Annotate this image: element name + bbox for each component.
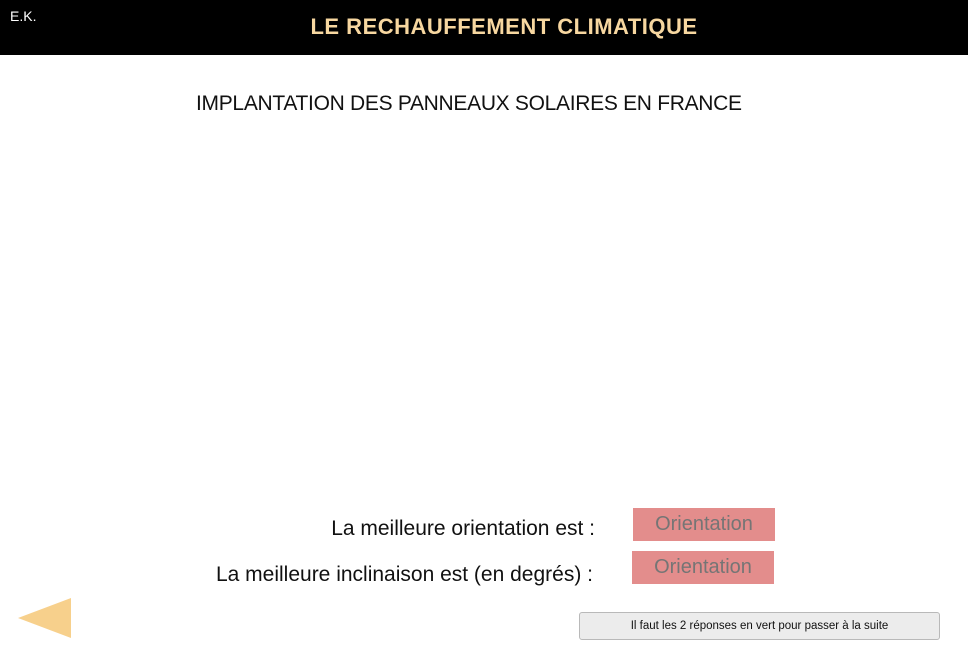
hint-message: Il faut les 2 réponses en vert pour passer à la suite [579,612,940,640]
triangle-left-icon [18,598,72,638]
orientation-field[interactable] [633,508,775,541]
orientation-question-label: La meilleure orientation est : [331,517,595,540]
author-initials: E.K. [10,8,37,24]
header-bar [0,0,968,55]
back-button[interactable] [18,598,72,638]
inclination-field[interactable] [632,551,774,584]
page-title: IMPLANTATION DES PANNEAUX SOLAIRES EN FRANCE [196,92,742,115]
app-title: LE RECHAUFFEMENT CLIMATIQUE [310,14,698,39]
inclination-question-label: La meilleure inclinaison est (en degrés) : [215,563,593,586]
